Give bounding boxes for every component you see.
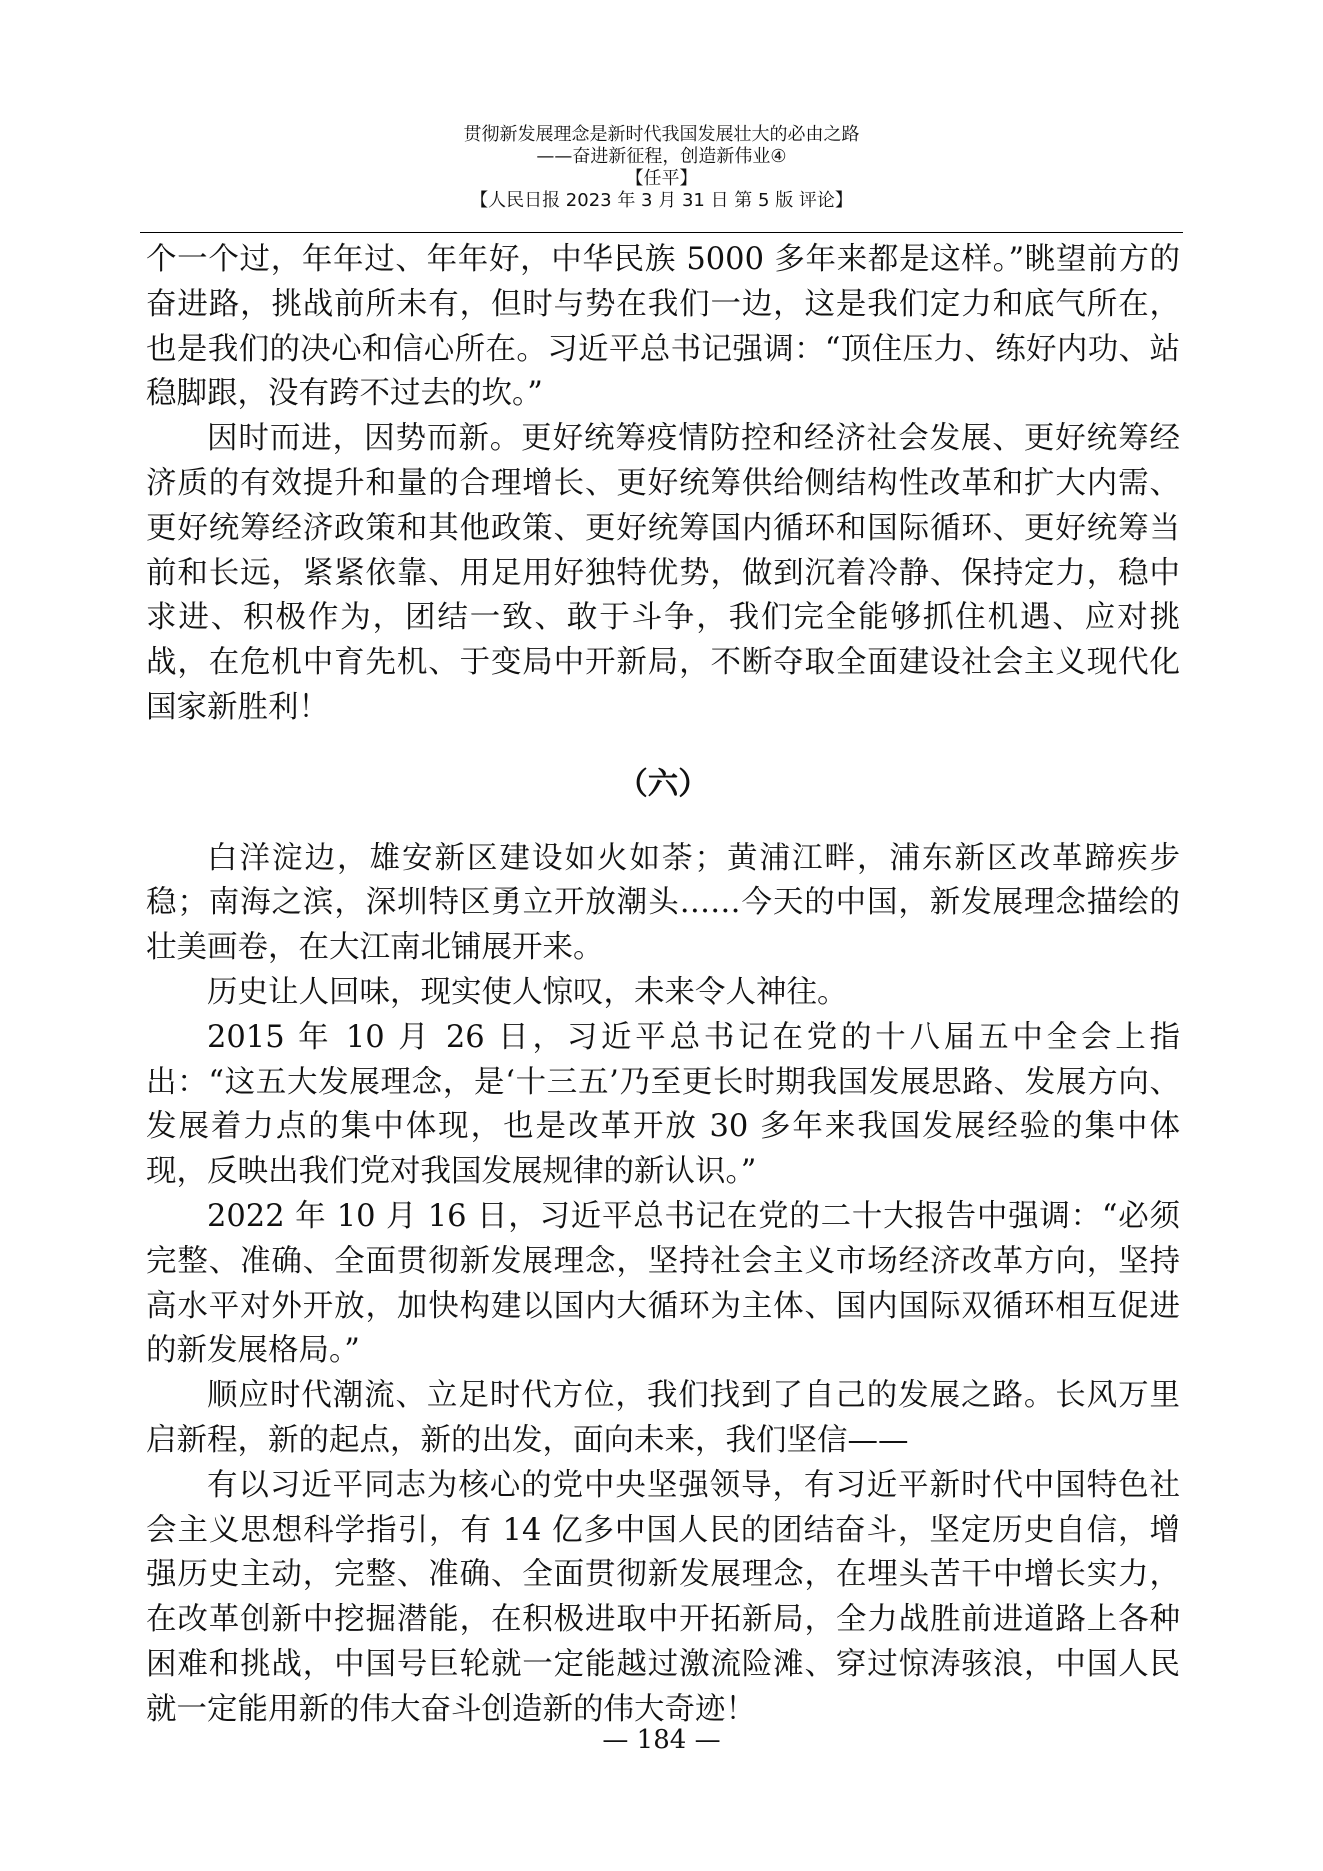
paragraph-continued: 个一个过，年年过、年年好，中华民族 5000 多年来都是这样。”眺望前方的奋进路，挑战前所未有，但时与势在我们一边，这是我们定力和底气所在，也是我们的决心和信心所在。习近平总书记强调：“顶住压力、练好内功、站稳脚跟，没有跨不过去的坎。” (146, 242, 1180, 412)
section-heading: （六） (617, 765, 709, 802)
paragraph: 白洋淀边，雄安新区建设如火如荼；黄浦江畔，浦东新区改革蹄疾步稳；南海之滨，深圳特区勇立开放潮头……今天的中国，新发展理念描绘的壮美画卷，在大江南北铺展开来。 (146, 840, 1180, 966)
page-header (140, 124, 1183, 212)
paragraph: 2022 年 10 月 16 日，习近平总书记在党的二十大报告中强调：“必须完整、准确、全面贯彻新发展理念，坚持社会主义市场经济改革方向，坚持高水平对外开放，加快构建以国内大循环为主体、国内国际双循环相互促进的新发展格局。” (146, 1198, 1180, 1369)
article-subtitle: ——奋进新征程，创造新伟业④ (536, 146, 787, 167)
article-body (146, 238, 1180, 1733)
paragraph: 因时而进，因势而新。更好统筹疫情防控和经济社会发展、更好统筹经济质的有效提升和量的合理增长、更好统筹供给侧结构性改革和扩大内需、更好统筹经济政策和其他政策、更好统筹国内循环和国际循环、更好统筹当前和长远，紧紧依靠、用足用好独特优势，做到沉着冷静、保持定力，稳中求进、积极作为，团结一致、敢于斗争，我们完全能够抓住机遇、应对挑战，在危机中育先机、于变局中开新局，不断夺取全面建设社会主义现代化国家新胜利！ (146, 421, 1180, 725)
page-number: — 184 — (602, 1725, 721, 1755)
header-divider (140, 232, 1183, 233)
paragraph: 有以习近平同志为核心的党中央坚强领导，有习近平新时代中国特色社会主义思想科学指引，有 14 亿多中国人民的团结奋斗，坚定历史自信，增强历史主动，完整、准确、全面贯彻新发展理念，在埋头苦干中增长实力，在改革创新中挖掘潜能，在积极进取中开拓新局，全力战胜前进道路上各种困难和挑战，中国号巨轮就一定能越过激流险滩、穿过惊涛骇浪，中国人民就一定能用新的伟大奋斗创造新的伟大奇迹！ (146, 1467, 1180, 1727)
paragraph: 顺应时代潮流、立足时代方位，我们找到了自己的发展之路。长风万里启新程，新的起点，新的出发，面向未来，我们坚信—— (146, 1378, 1180, 1458)
paragraph: 历史让人回味，现实使人惊叹，未来令人神往。 (207, 974, 848, 1010)
article-author: 【任平】 (625, 168, 698, 189)
article-source: 【人民日报 2023 年 3 月 31 日 第 5 版 评论】 (470, 190, 853, 211)
paragraph: 2015 年 10 月 26 日，习近平总书记在党的十八届五中全会上指出：“这五大发展理念，是‘十三五’乃至更长时期我国发展思路、发展方向、发展着力点的集中体现，也是改革开放 30 多年来我国发展经验的集中体现，反映出我们党对我国发展规律的新认识。” (146, 1019, 1180, 1190)
article-title: 贯彻新发展理念是新时代我国发展壮大的必由之路 (463, 124, 860, 145)
